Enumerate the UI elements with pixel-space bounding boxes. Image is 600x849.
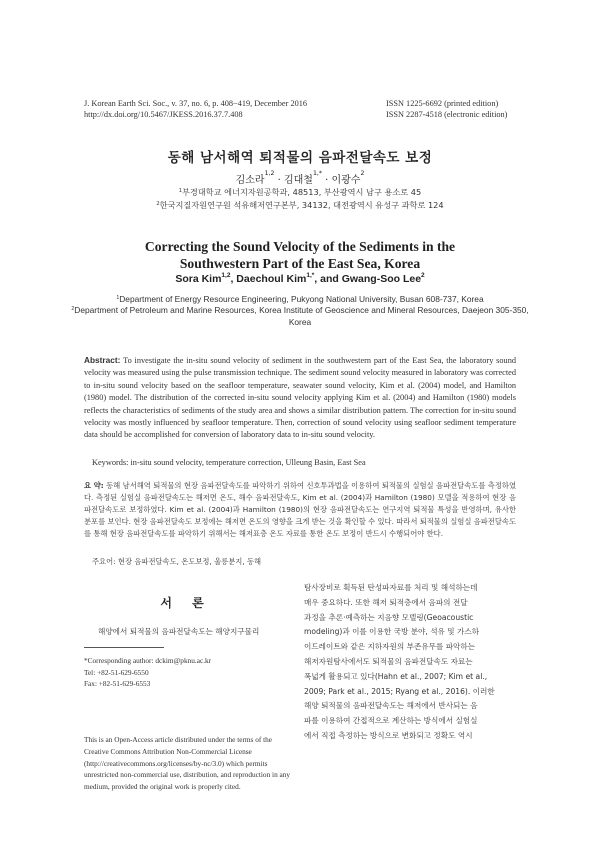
issn-electronic: ISSN 2287-4518 (electronic edition) (386, 110, 508, 119)
korean-authors: 김소라$^{1,2}$ · 김대철$^{1,*}$ · 이광수$^2$ (235, 170, 365, 186)
intro-line: 에서 직접 측정하는 방식으로 변화되고 정확도 역시 (304, 730, 473, 740)
korean-keywords-label: 주요어: (92, 557, 116, 566)
intro-column-2 (304, 581, 518, 744)
issn-print: ISSN 1225-6692 (printed edition) (386, 99, 499, 108)
abstract-label: Abstract: (84, 355, 121, 365)
korean-affiliation-2: $^2$한국지질자원연구원 석유해저연구본부, 34132, 대전광역시 유성구 과학로 124 (156, 200, 444, 210)
korean-title: 동해 남서해역 퇴적물의 음파전달속도 보정 (167, 150, 433, 166)
intro-line: 2009; Park et al., 2015; Ryang et al., 2016). 이러한 (304, 686, 495, 696)
abstract-text: To investigate the in-situ sound velocity of sediment in the southwestern part of the East Sea, the laboratory sound velocity was measured using the pulse transmission technique. The sediment sound velocity measured in laboratory was corrected to in-situ sound velocity based on the seafloor temperature, seawater sound velocity, Kim et al. (2004) model, and Hamilton (1980) model. The distribution of the corrected in-situ sound velocity applying Kim et al. (2004) and Hamilton (1980) models reflects the characteristics of sediments of the study area and shows a similar distribution pattern. The correction for in-situ sound velocity was mostly influenced by seafloor temperature. Then, correction of sound velocity using seafloor sediment temperature data should be accomplished for conversion of laboratory data to in-situ sound velocity. (84, 356, 516, 440)
intro-line: 매우 중요하다. 또한 해저 퇴적층에서 음파의 전달 (304, 597, 468, 607)
journal-citation (84, 98, 307, 120)
korean-affiliation-1: $^1$부경대학교 에너지자원공학과, 48513, 부산광역시 남구 용소로 45 (178, 187, 422, 197)
english-affiliation-2: $^2$Department of Petroleum and Marine Resources, Korea Institute of Geoscience and Mineral Resources, Daejeon 305-350, Korea (71, 305, 529, 327)
intro-line: 해저자원탐사에서도 퇴적물의 음파전달속도 자료는 (304, 656, 473, 666)
author-fax: Fax: +82-51-629-6553 (84, 679, 151, 688)
intro-line: 해양 퇴적물의 음파전달속도는 해저에서 반사되는 음 (304, 701, 478, 711)
english-abstract (84, 354, 516, 442)
intro-heading: 서 론 (160, 596, 212, 610)
english-title: Correcting the Sound Velocity of the Sediments in the Southwestern Part of the East Sea, Korea (144, 239, 456, 271)
intro-line: 폭넓게 활용되고 있다(Hahn et al., 2007; Kim et al., (304, 671, 488, 681)
korean-abstract-text: 동해 남서해역 퇴적물의 현장 음파전달속도를 파악하기 위하여 신호투과법을 이용하여 퇴적물의 실험실 음파전달속도를 측정하였다. 측정된 실험실 음파전달속도는 해저면 온도, 해수 음파전달속도, Kim et al. (2004)과 Hamilton (1980) 모델을 적용하여 현장 음파전달속도로 보정하였다. Kim et al. (2004)과 Hamilton (1980)의 현장 음파전달속도는 연구지역 퇴적물 특성을 반영하며, 유사한 분포를 보인다. 현장 음파전달속도 보정에는 해저면 온도의 영향을 크게 받는 것을 확인할 수 있다. 따라서 퇴적물의 실험실 음파전달속도를 통해 현장 음파전달속도를 파악하기 위해서는 해저표층 온도 자료를 통한 온도 보정이 반드시 수행되어야 한다. (84, 481, 516, 539)
intro-paragraph-start: 해양에서 퇴적물의 음파전달속도는 해양지구물리 (98, 627, 260, 636)
korean-keywords (92, 557, 512, 567)
english-keywords (92, 458, 512, 467)
korean-abstract-label: 요 약: (84, 481, 104, 490)
korean-author-1: 김소라 (235, 175, 265, 186)
keywords-text: in-situ sound velocity, temperature correction, Ulleung Basin, East Sea (128, 458, 366, 467)
english-authors: Sora Kim$^{1,2}$, Daechoul Kim$^{1,*}$, and Gwang-Soo Lee$^2$ (175, 272, 425, 285)
korean-keywords-text: 현장 음파전달속도, 온도보정, 울릉분지, 동해 (115, 557, 262, 566)
intro-line: 탐사장비로 획득된 탄성파자료를 처리 및 해석하는데 (304, 583, 478, 592)
korean-author-3: · 이광수 (321, 175, 361, 186)
intro-line: 과정을 추론·예측하는 지음향 모델링(Geoacoustic (304, 612, 474, 622)
korean-author-2: · 김대철 (274, 175, 313, 186)
journal-volume-line: J. Korean Earth Sci. Soc., v. 37, no. 6, p. 408−419, December 2016 (84, 99, 308, 108)
intro-line: modeling)과 이를 이용한 국방 분야, 석유 및 가스하 (304, 627, 480, 637)
english-affiliations (60, 294, 540, 328)
intro-line: 이드레이트와 같은 지하자원의 부존유무를 파악하는 (304, 642, 476, 652)
intro-line: 파를 이용하여 간접적으로 계산하는 방식에서 실험실 (304, 716, 478, 726)
doi-link[interactable]: http://dx.doi.org/10.5467/JKESS.2016.37.7.408 (84, 110, 243, 119)
correspondence-footnote (84, 655, 294, 690)
english-affiliation-1: $^1$Department of Energy Resource Engineering, Pukyong National University, Busan 608-737, Korea (116, 294, 484, 304)
license-notice: This is an Open-Access article distributed under the terms of the Creative Commons Attribution Non-Commercial License (http://creativecommons.org/licenses/by-nc/3.0) which permits unrestricted non-commercial use, distribution, and reproduction in any medium, provided the original work is properly cited. (84, 735, 291, 792)
keywords-label: Keywords: (92, 458, 129, 467)
corresponding-author: *Corresponding author: dckim@pknu.ac.kr (84, 656, 212, 665)
issn-block (386, 98, 507, 120)
author-tel: Tel: +82-51-629-6550 (84, 667, 149, 677)
footnote-divider (84, 647, 164, 648)
korean-abstract (84, 480, 516, 540)
